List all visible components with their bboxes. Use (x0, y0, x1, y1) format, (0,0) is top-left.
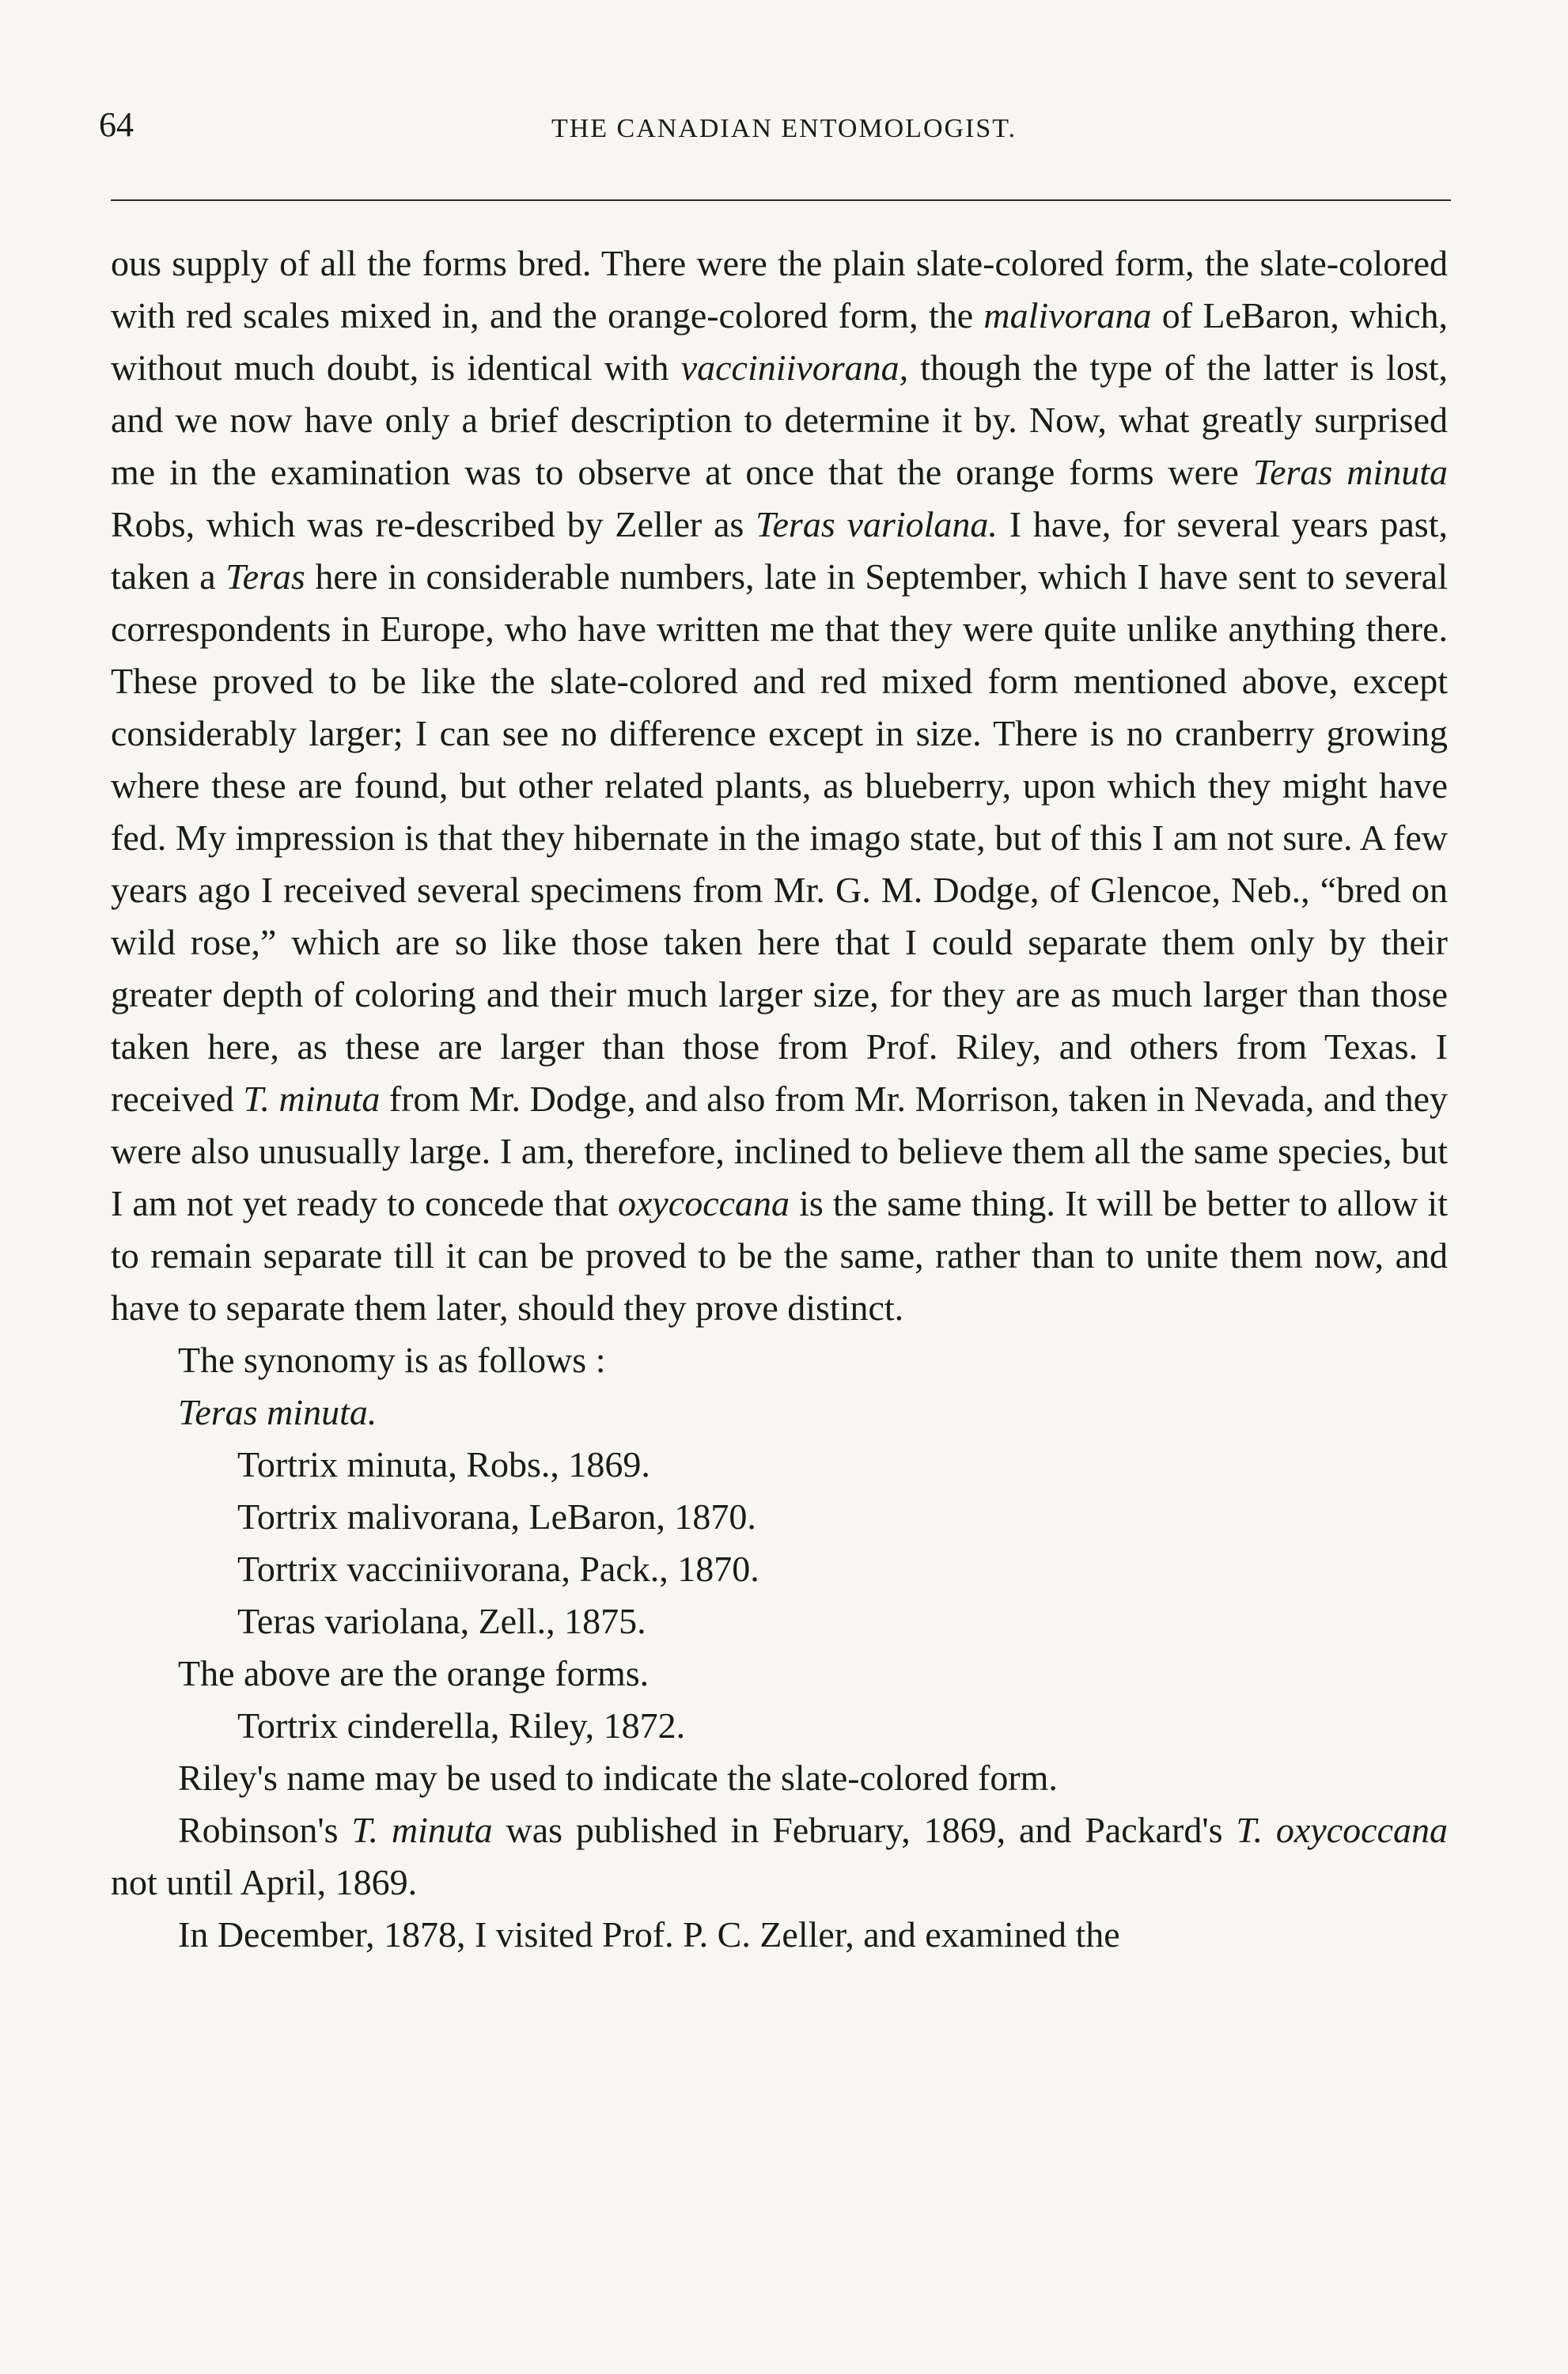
paragraph-main (111, 237, 1448, 1334)
text-run: of LeBaron, which, without much doubt, is identical with (111, 295, 1448, 388)
synonymy-entry: Tortrix malivorana, LeBaron, 1870. (237, 1496, 756, 1537)
synonymy-intro: The synonomy is as follows : (178, 1340, 606, 1380)
text-run: is the same thing. It will be better to allow it to remain separate till it can be proved to be the same, rather than to unite them now, and have to separate them later, should they prove distinct. (111, 1183, 1448, 1328)
text-run: from Mr. Dodge, and also from Mr. Morrison, taken in Nevada, and they were also unusually large. I am, therefore, inclined to believe them all the same species, but I am not yet ready to concede that (111, 1079, 1448, 1223)
text-run: Robinson's (178, 1810, 352, 1850)
paragraph-publication (111, 1804, 1448, 1909)
italic-term: Teras variolana. (756, 504, 998, 544)
text-run: ous supply of all the forms bred. There were the plain slate-colored form, the slate-colored with red scales mixed in, and the orange-colored form, the (111, 243, 1448, 336)
italic-term: oxycoccana (617, 1183, 790, 1223)
page-number: 64 (99, 105, 134, 144)
italic-term: Teras minuta (1252, 452, 1448, 492)
text-run: here in considerable numbers, late in September, which I have sent to several correspondents in Europe, who have written me that they were quite unlike anything there. These proved to be like the slate-colored and red mixed form mentioned above, except considerably larger; I can see no difference except in size. There is no cranberry growing where these are found, but other related plants, as blueberry, upon which they might have fed. My impression is that they hibernate in the imago state, but of this I am not sure. A few years ago I received several specimens from Mr. G. M. Dodge, of Glencoe, Neb., “bred on wild rose,” which are so like those taken here that I could separate them only by their greater depth of coloring and their much larger size, for they are as much larger than those taken here, as these are larger than those from Prof. Riley, and others from Texas. I received (111, 556, 1449, 1119)
text-run: Robs, which was re-described by Zeller as (111, 504, 756, 544)
running-title: THE CANADIAN ENTOMOLOGIST. (551, 114, 1017, 143)
paragraph-last: In December, 1878, I visited Prof. P. C. Zeller, and examined the (178, 1914, 1120, 1955)
orange-forms-note: The above are the orange forms. (178, 1653, 650, 1693)
synonymy-entry: Tortrix vacciniivorana, Pack., 1870. (237, 1549, 759, 1589)
italic-term: T. minuta (351, 1810, 493, 1850)
synonymy-entry: Tortrix cinderella, Riley, 1872. (237, 1705, 686, 1746)
text-run: was published in February, 1869, and Packard's (492, 1810, 1237, 1850)
text-run: though the type of the latter is lost, and we now have only a brief description to determine it by. Now, what greatly surprised me in the examination was to observe at once that the orange forms were (111, 347, 1449, 492)
italic-term: vacciniivorana, (680, 347, 909, 388)
synonymy-genus: Teras minuta. (178, 1392, 377, 1432)
italic-term: malivorana (983, 295, 1152, 336)
text-run: I have, for several years past, taken a (111, 504, 1448, 597)
synonymy-entry: Teras variolana, Zell., 1875. (237, 1601, 646, 1641)
article-body (111, 237, 1448, 1961)
text-run: not until April, 1869. (111, 1862, 418, 1902)
synonymy-entry: Tortrix minuta, Robs., 1869. (237, 1444, 650, 1485)
italic-term: T. oxycoccana (1236, 1810, 1448, 1850)
italic-term: Teras (225, 556, 305, 597)
riley-note: Riley's name may be used to indicate the slate-colored form. (178, 1758, 1058, 1798)
italic-term: T. minuta (243, 1079, 381, 1119)
header-rule (111, 199, 1451, 201)
